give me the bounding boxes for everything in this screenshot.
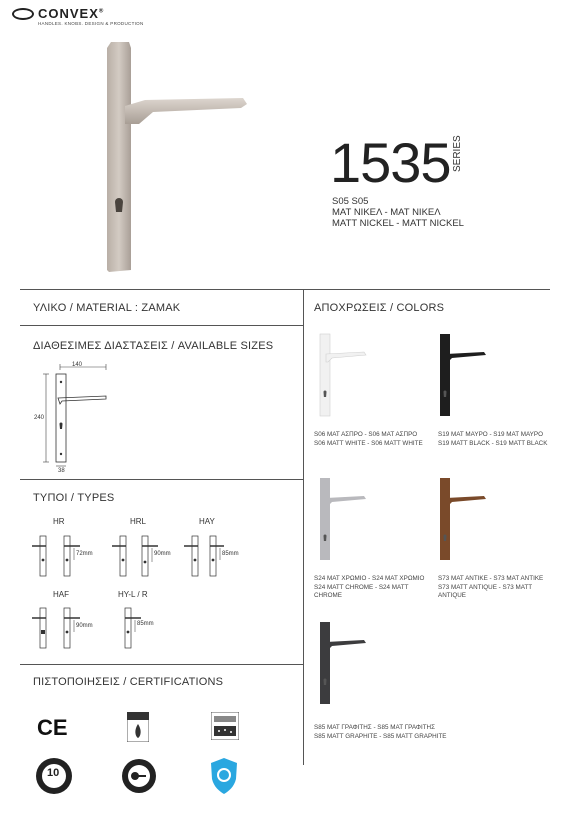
divider-top [20, 289, 550, 290]
series-number: 1535 [330, 131, 451, 194]
divider-types [20, 664, 303, 665]
color-swatch-black [432, 332, 492, 422]
divider-vertical [303, 290, 304, 765]
type-haf-dim: 90mm [76, 623, 93, 629]
color-swatch-chrome [312, 476, 372, 566]
size-width: 140 [72, 362, 83, 368]
color-caption-graphite: S85 ΜΑΤ ΓΡΑΦΙΤΗΣ - S85 ΜΑΤ ΓΡΑΦΙΤΗΣ S85 MATT GRAPHITE - S85 MATT GRAPHITE [314, 724, 447, 740]
colors-title: ΑΠΟΧΡΩΣΕΙΣ / COLORS [314, 302, 445, 314]
type-hr-label: HR [53, 517, 65, 526]
brand-name: CONVEX® [38, 6, 105, 21]
size-height: 240 [34, 415, 45, 421]
type-hrl-dim: 90mm [154, 551, 171, 557]
color-swatch-graphite [312, 620, 372, 715]
finish-name-en: MATT NICKEL - MATT NICKEL [332, 218, 464, 229]
brand-logo-icon [12, 8, 34, 20]
brand-tagline: HANDLES. KNOBS. DESIGN & PRODUCTION [38, 21, 144, 26]
ce-mark-icon: CE [37, 715, 68, 740]
size-plate: 38 [58, 468, 65, 474]
color-caption-black: S19 ΜΑΤ ΜΑΥΡΟ - S19 ΜΑΤ ΜΑΥΡΟ S19 MATT BLACK - S19 MATT BLACK [438, 431, 548, 447]
type-hr-dim: 72mm [76, 551, 93, 557]
color-swatch-white [312, 332, 372, 422]
finish-code: S05 S05 [332, 196, 369, 207]
color-swatch-antique [432, 476, 492, 566]
fire-rating-icon [127, 712, 149, 742]
corrosion-rating-icon [211, 712, 239, 740]
main-product-image [95, 38, 255, 278]
types-title: ΤΥΠΟΙ / TYPES [33, 492, 115, 504]
type-haf-label: HAF [53, 590, 69, 599]
divider-material [20, 325, 303, 326]
color-caption-white: S06 ΜΑΤ ΑΣΠΡΟ - S06 ΜΑΤ ΑΣΠΡΟ S06 MATT WHITE - S06 MATT WHITE [314, 431, 423, 447]
finish-name-gr: ΜΑΤ ΝΙΚΕΛ - ΜΑΤ ΝΙΚΕΛ [332, 207, 441, 218]
type-hyl-label: HY-L / R [118, 590, 148, 599]
sizes-title: ΔΙΑΘΕΣΙΜΕΣ ΔΙΑΣΤΑΣΕΙΣ / AVAILABLE SIZES [33, 340, 274, 352]
type-hay-label: HAY [199, 517, 215, 526]
material-label: ΥΛΙΚΟ / MATERIAL : ZAMAK [33, 302, 181, 314]
color-caption-antique: S73 ΜΑΤ ΑΝΤΙΚΕ - S73 ΜΑΤ ΑΝΤΙΚΕ S73 MATT ANTIQUE - S73 MATT ANTIQUE [438, 575, 544, 599]
key-quality-icon [121, 758, 157, 794]
certifications-title: ΠΙΣΤΟΠΟΙΗΣΕΙΣ / CERTIFICATIONS [33, 676, 224, 688]
warranty-years: 10 [47, 767, 60, 779]
series-word: SERIES [452, 135, 463, 172]
color-caption-chrome: S24 ΜΑΤ ΧΡΩΜΙΟ - S24 ΜΑΤ ΧΡΩΜΙΟ S24 MATT CHROME - S24 MATT CHROME [314, 575, 425, 599]
type-hyl-dim: 85mm [137, 621, 154, 627]
divider-sizes [20, 479, 303, 480]
type-hrl-label: HRL [130, 517, 147, 526]
antibacterial-shield-icon [209, 757, 239, 795]
type-hay-dim: 85mm [222, 551, 239, 557]
